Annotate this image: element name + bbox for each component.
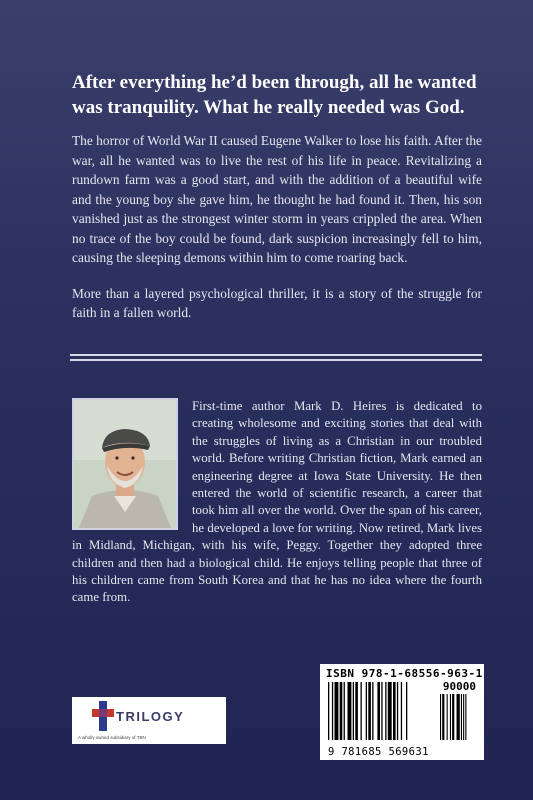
barcode-bars bbox=[328, 682, 478, 742]
blurb-paragraph: The horror of World War II caused Eugene Walker to lose his faith. After the war, all he wanted was to live the rest of his life in peace. Revitalizing a rundown farm was a good start, and with the addition of a beautiful wife and the young boy she gave him, he thought he had found it. Then, his son vanished just as the strongest winter storm in years crippled the area. When no trace of the boy could be found, dark suspicion increasingly fell to him, causing the sleeping demons within him to come roaring back. bbox=[72, 133, 482, 265]
double-divider bbox=[70, 354, 482, 364]
headline: After everything he’d been through, all he wanted was tranquility. What he really needed was God. bbox=[72, 72, 477, 118]
isbn-label: ISBN 978-1-68556-963-1 bbox=[326, 667, 483, 680]
publisher-logo bbox=[72, 697, 226, 744]
barcode-addon: 90000 bbox=[442, 680, 476, 693]
author-bio-section bbox=[72, 398, 482, 607]
publisher-name: TRILOGY bbox=[116, 709, 185, 724]
book-blurb bbox=[72, 131, 482, 339]
author-photo bbox=[72, 398, 178, 530]
publisher-subsidiary: A wholly owned subsidiary of TBN bbox=[78, 735, 146, 740]
trilogy-cross-icon bbox=[92, 701, 114, 731]
isbn-barcode bbox=[320, 664, 484, 760]
author-bio-text: First-time author Mark D. Heires is dedicated to creating wholesome and exciting stories that deal with the struggles of living as a Christian in our troubled world. Before writing Christian fiction, Mark earned an engineering degree at Iowa State University. He then entered the world of scientific research, a career that took him all over the world. Over the span of his career, he developed a love for writing. Now retired, Mark lives in Midland, Michigan, with his wife, Peggy. Together they adopted three children and then had a biological child. He enjoys telling people that three of his children came from South Korea and that he has no idea where the fourth came from. bbox=[72, 399, 482, 605]
blurb-paragraph: More than a layered psychological thriller, it is a story of the struggle for faith in a fallen world. bbox=[72, 285, 482, 320]
barcode-number: 9 781685 569631 bbox=[328, 746, 429, 758]
